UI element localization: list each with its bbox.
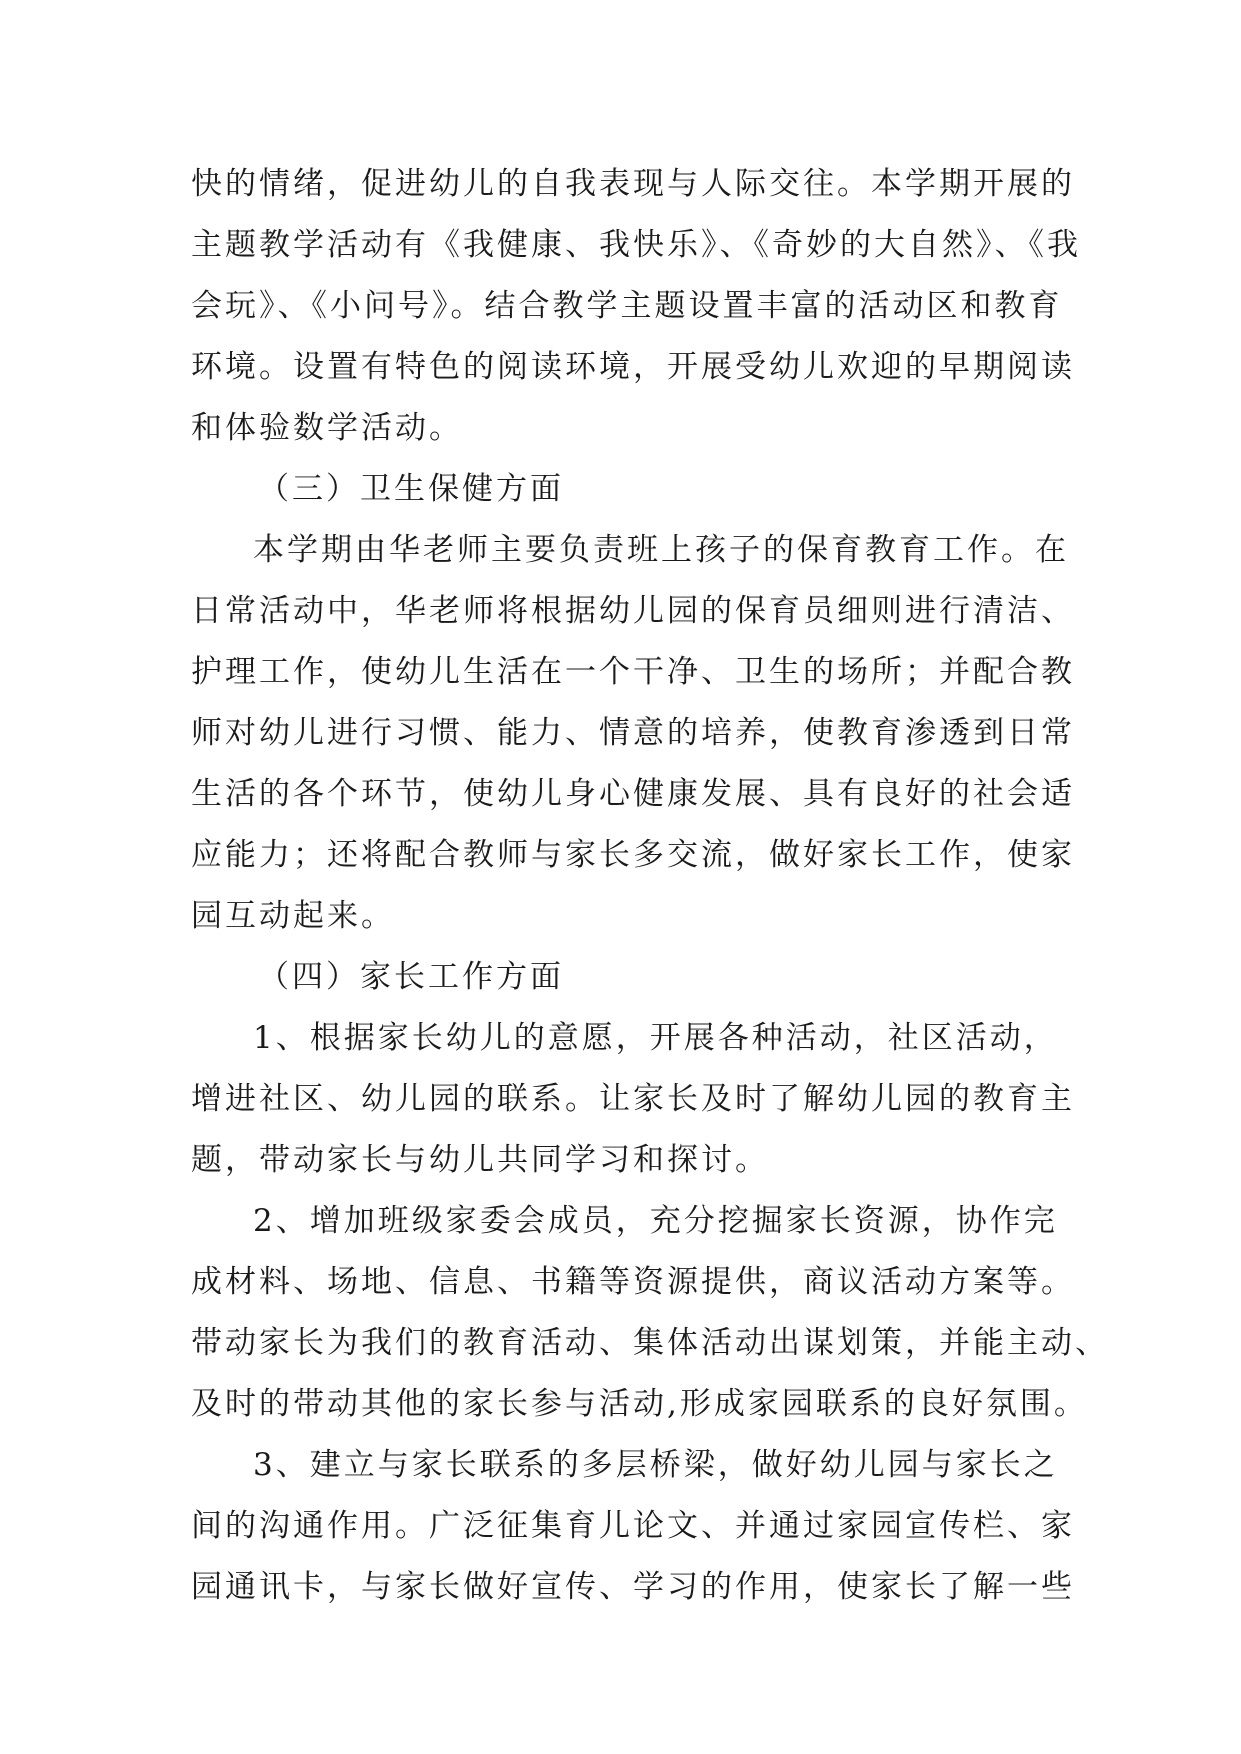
paragraph-line: 护理工作，使幼儿生活在一个干净、卫生的场所；并配合教 [191,654,1075,690]
paragraph-line: 增进社区、幼儿园的联系。让家长及时了解幼儿园的教育主 [191,1081,1075,1117]
paragraph-line: 间的沟通作用。广泛征集育儿论文、并通过家园宣传栏、家 [191,1508,1075,1544]
paragraph-line: 园通讯卡，与家长做好宣传、学习的作用，使家长了解一些 [191,1569,1075,1605]
paragraph-line: 日常活动中，华老师将根据幼儿园的保育员细则进行清洁、 [191,593,1075,629]
paragraph-line: 师对幼儿进行习惯、能力、情意的培养，使教育渗透到日常 [191,715,1075,751]
paragraph-line: 快的情绪，促进幼儿的自我表现与人际交往。本学期开展的 [191,166,1075,202]
paragraph-line: 生活的各个环节，使幼儿身心健康发展、具有良好的社会适 [191,776,1075,812]
paragraph-line: 和体验数学活动。 [191,410,463,446]
paragraph-line: 1、根据家长幼儿的意愿，开展各种活动，社区活动， [253,1020,1058,1056]
paragraph-line: 题，带动家长与幼儿共同学习和探讨。 [191,1142,769,1178]
paragraph-line: 成材料、场地、信息、书籍等资源提供，商议活动方案等。 [191,1264,1075,1300]
paragraph-line: 及时的带动其他的家长参与活动,形成家园联系的良好氛围。 [191,1386,1088,1422]
paragraph-line: 环境。设置有特色的阅读环境，开展受幼儿欢迎的早期阅读 [191,349,1075,385]
paragraph-line: 本学期由华老师主要负责班上孩子的保育教育工作。在 [253,532,1069,568]
section-heading: （四）家长工作方面 [258,959,564,995]
paragraph-line: 3、建立与家长联系的多层桥梁，做好幼儿园与家长之 [253,1447,1058,1483]
paragraph-line: 应能力；还将配合教师与家长多交流，做好家长工作，使家 [191,837,1075,873]
paragraph-line: 园互动起来。 [191,898,395,934]
paragraph-line: 2、增加班级家委会成员，充分挖掘家长资源，协作完 [253,1203,1058,1239]
paragraph-line: 会玩》、《小问号》。结合教学主题设置丰富的活动区和教育 [191,288,1063,324]
paragraph-line: 带动家长为我们的教育活动、集体活动出谋划策，并能主动、 [191,1325,1109,1361]
section-heading: （三）卫生保健方面 [258,471,564,507]
paragraph-line: 主题教学活动有《我健康、我快乐》、《奇妙的大自然》、《我 [191,227,1081,263]
